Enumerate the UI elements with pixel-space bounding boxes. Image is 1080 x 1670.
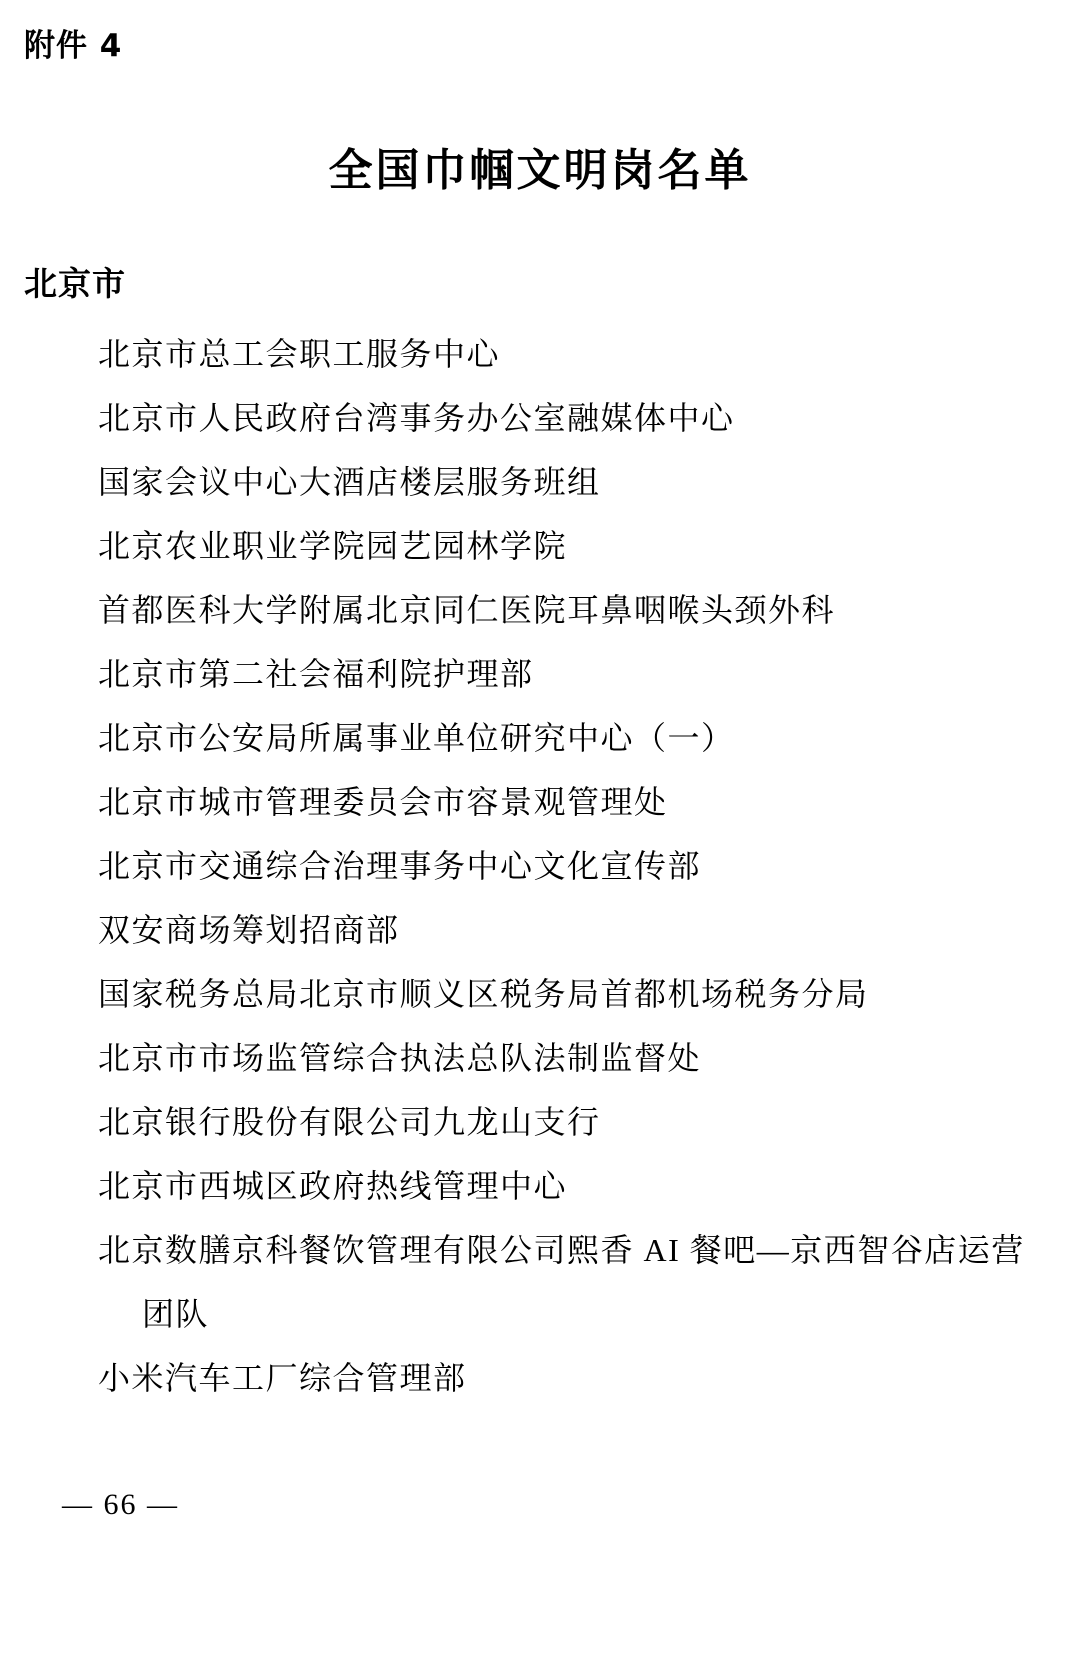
list-item: 北京市总工会职工服务中心 — [98, 336, 501, 372]
list-item: 北京市交通综合治理事务中心文化宣传部 — [98, 848, 702, 884]
list-item: 首都医科大学附属北京同仁医院耳鼻咽喉头颈外科 — [98, 592, 836, 628]
list-item: 国家会议中心大酒店楼层服务班组 — [98, 464, 601, 500]
list-item: 北京市城市管理委员会市容景观管理处 — [98, 784, 668, 820]
list-item: 北京市市场监管综合执法总队法制监督处 — [98, 1040, 702, 1076]
list-item: 小米汽车工厂综合管理部 — [98, 1360, 467, 1396]
list-item: 北京银行股份有限公司九龙山支行 — [98, 1104, 601, 1140]
list-item: 双安商场筹划招商部 — [98, 912, 400, 948]
list-item: 国家税务总局北京市顺义区税务局首都机场税务分局 — [98, 976, 869, 1012]
list-item: 北京市第二社会福利院护理部 — [98, 656, 534, 692]
list-item: 北京农业职业学院园艺园林学院 — [98, 528, 568, 564]
list-item: 北京市西城区政府热线管理中心 — [98, 1168, 568, 1204]
award-entry-list — [98, 322, 1028, 1410]
list-item: 北京市人民政府台湾事务办公室融媒体中心 — [98, 400, 735, 436]
page-number: — 66 — — [62, 1488, 179, 1521]
region-heading-beijing: 北京市 — [24, 264, 126, 303]
attachment-label: 附件 4 — [24, 28, 123, 64]
list-item: 北京市公安局所属事业单位研究中心（一） — [98, 720, 735, 756]
list-item: 北京数膳京科餐饮管理有限公司熙香 AI 餐吧—京西智谷店运营团队 — [98, 1232, 1025, 1332]
page-title: 全国巾帼文明岗名单 — [328, 145, 752, 196]
